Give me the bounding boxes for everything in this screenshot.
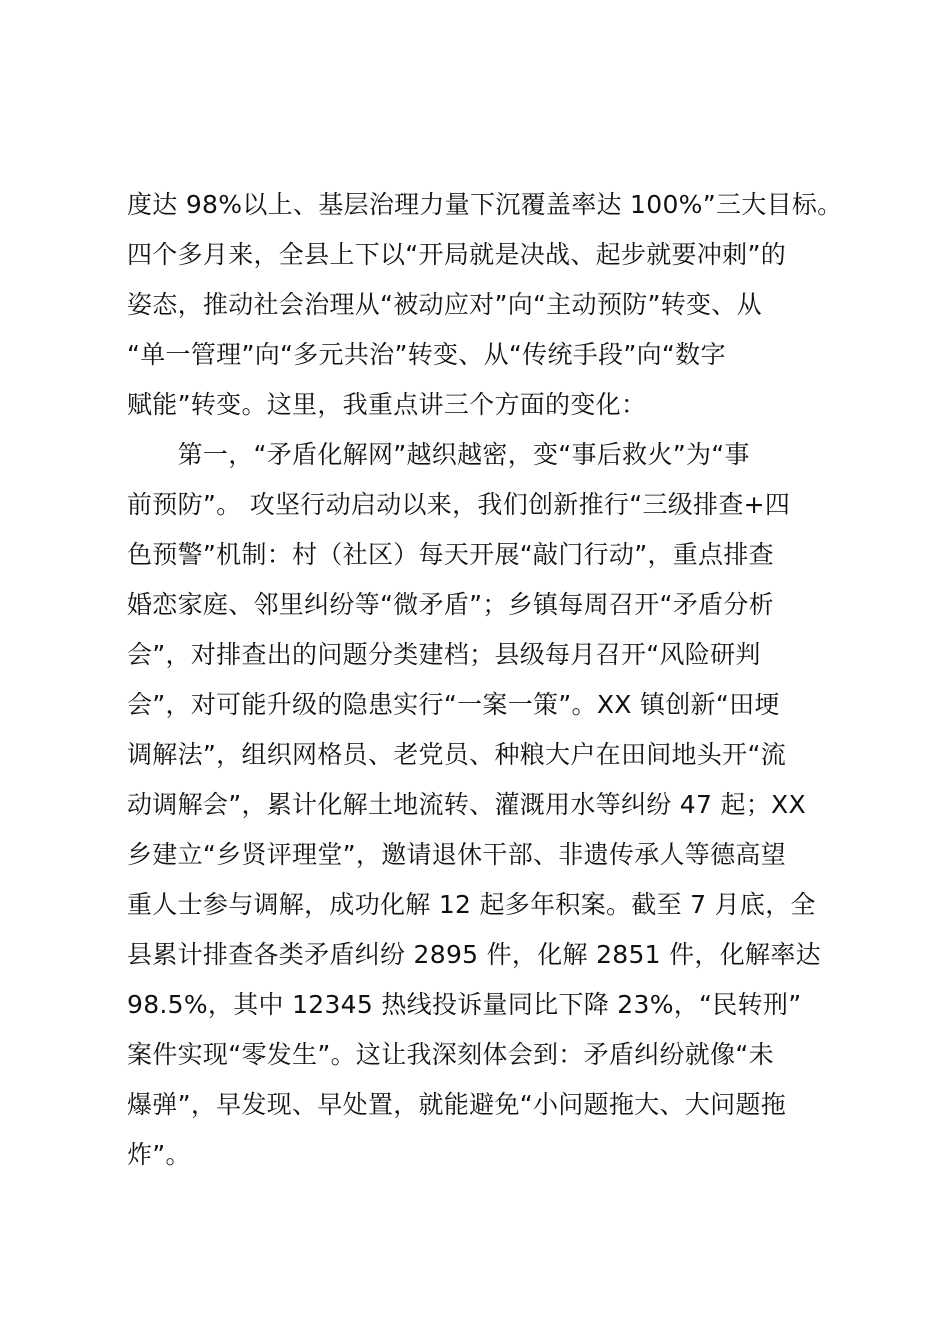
text-line: 县累计排查各类矛盾纠纷 2895 件，化解 2851 件，化解率达: [127, 940, 821, 969]
text-line: 会”，对可能升级的隐患实行“一案一策”。XX 镇创新“田埂: [127, 690, 780, 719]
text-line: 调解法”，组织网格员、老党员、种粮大户在田间地头开“流: [127, 740, 787, 769]
body-text: [127, 180, 847, 1180]
text-line: 四个多月来，全县上下以“开局就是决战、起步就要冲刺”的: [127, 240, 787, 269]
text-line: 乡建立“乡贤评理堂”，邀请退休干部、非遗传承人等德高望: [127, 840, 787, 869]
text-line: 98.5%，其中 12345 热线投诉量同比下降 23%，“民转刑”: [127, 990, 802, 1019]
text-line: 案件实现“零发生”。这让我深刻体会到：矛盾纠纷就像“未: [127, 1040, 774, 1069]
text-line: 色预警”机制：村（社区）每天开展“敲门行动”，重点排查: [127, 540, 774, 569]
text-line: 赋能”转变。这里，我重点讲三个方面的变化：: [127, 390, 647, 419]
text-line: 炸”。: [127, 1140, 191, 1169]
text-line: 婚恋家庭、邻里纠纷等“微矛盾”；乡镇每周召开“矛盾分析: [127, 590, 774, 619]
paragraph-start-line: 第一，“矛盾化解网”越织越密，变“事后救火”为“事: [127, 440, 750, 469]
text-line: 重人士参与调解，成功化解 12 起多年积案。截至 7 月底，全: [127, 890, 816, 919]
text-line: “单一管理”向“多元共治”转变、从“传统手段”向“数字: [127, 340, 726, 369]
text-line: 前预防”。 攻坚行动启动以来，我们创新推行“三级排查+四: [127, 490, 791, 519]
text-line: 动调解会”，累计化解土地流转、灌溉用水等纠纷 47 起；XX: [127, 790, 806, 819]
text-line: 度达 98%以上、基层治理力量下沉覆盖率达 100%”三大目标。: [127, 190, 843, 219]
text-line: 会”，对排查出的问题分类建档；县级每月召开“风险研判: [127, 640, 761, 669]
text-line: 姿态，推动社会治理从“被动应对”向“主动预防”转变、从: [127, 290, 762, 319]
text-line: 爆弹”，早发现、早处置，就能避免“小问题拖大、大问题拖: [127, 1090, 787, 1119]
